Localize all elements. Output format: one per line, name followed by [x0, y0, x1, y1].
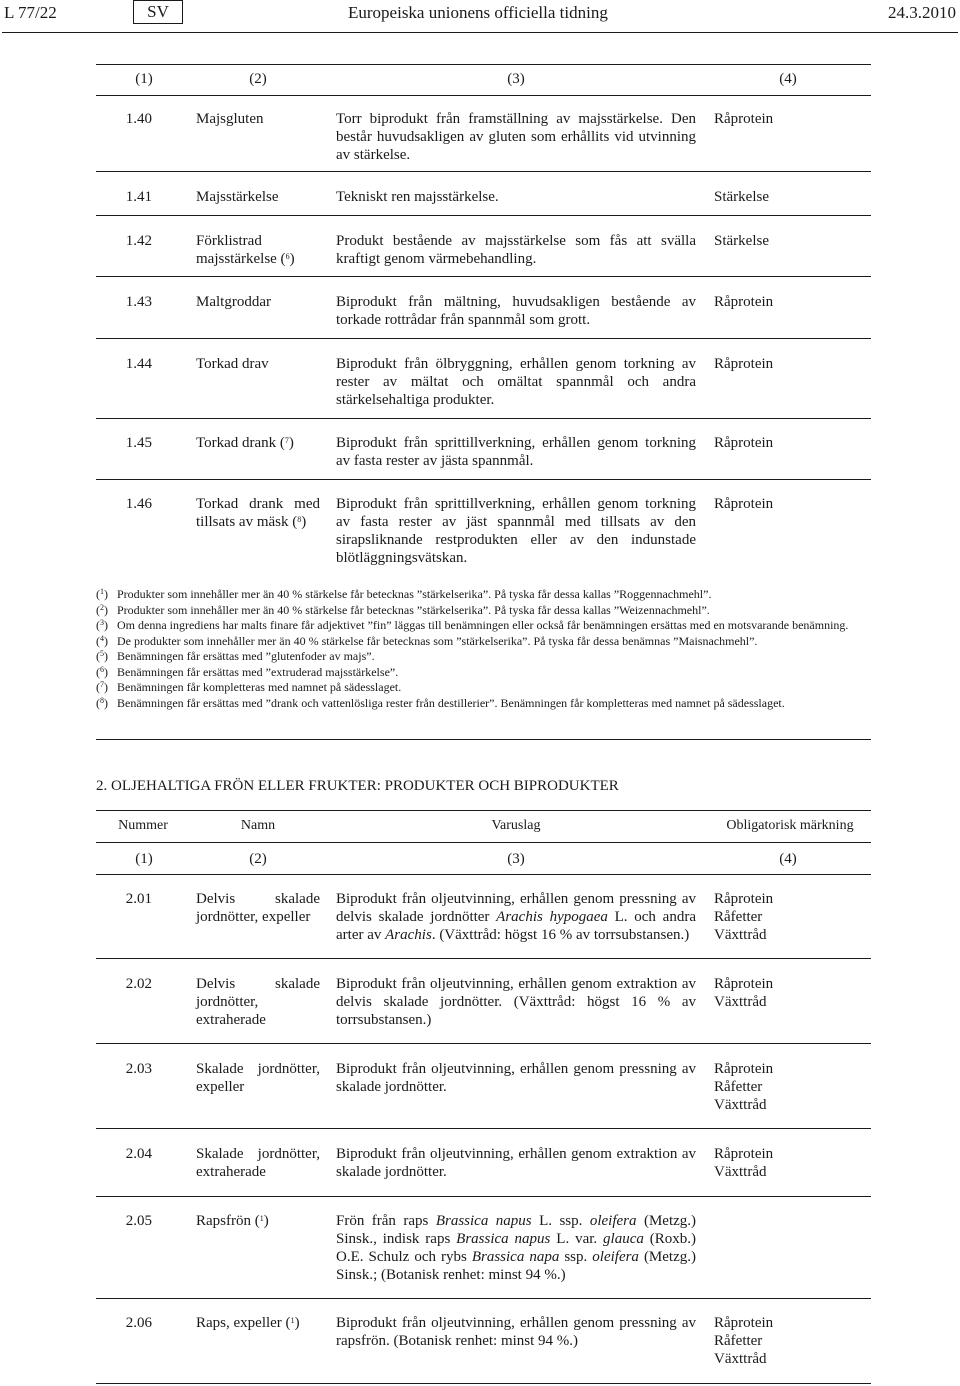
row-name: Torkad drank ($^7$) [196, 435, 294, 451]
row-name: Majsstärkelse [196, 189, 279, 205]
footnote: ($^8$) Benämningen får ersättas med ”drank och vattenlösliga rester från destillerier”. Benämningen får kompletteras med namnet på sädesslaget. [96, 695, 785, 710]
footnote: ($^5$) Benämningen får ersättas med ”glutenfoder av majs”. [96, 649, 375, 663]
row-name: Torkad drav [196, 356, 269, 372]
table1-bottom-rule [96, 739, 871, 740]
t1-col1-number: (1) [135, 71, 153, 87]
label-rafetter: Råfetter [714, 1333, 763, 1349]
label-vaxttrad: Växttråd [714, 1164, 767, 1180]
table2-top-rule [96, 810, 871, 811]
language-badge: SV [133, 0, 183, 24]
row-name: Maltgroddar [196, 294, 271, 310]
footnote: ($^6$) Benämningen får ersättas med ”extruderad majsstärkelse”. [96, 664, 399, 679]
footnote: ($^1$) Produkter som innehåller mer än 40 % stärkelse får betecknas ”stärkelserika”. På tyska får dessa kallas ”Roggennachmehl”. [96, 587, 712, 601]
row-name: Rapsfrön ($^1$) [196, 1213, 269, 1229]
label-raprotein: Råprotein [714, 976, 774, 992]
row-divider [96, 479, 871, 480]
issue-date: 24.3.2010 [888, 3, 956, 22]
row-name: Delvis skalade jordnötter, extraherade [196, 976, 320, 1028]
row-description: Biprodukt från ölbryggning, erhållen genom torkning av rester av mältat och omältat spannmål och andra stärkelsehaltiga produkter. [336, 356, 696, 408]
row-name: Skalade jordnötter, expeller [196, 1061, 320, 1095]
row-name: Skalade jordnötter, extraherade [196, 1146, 320, 1180]
row-description: Biprodukt från oljeutvinning, erhållen genom extraktion av delvis skalade jordnötter. (Växttråd: högst 16 % av torrsubstansen.) [336, 976, 696, 1028]
row-description: Frön från raps Brassica napus L. ssp. oleifera (Metzg.) Sinsk., indisk raps Brassica napus L. var. glauca (Roxb.) O.E. Schulz och rybs Brassica napa ssp. oleifera (Metzg.) Sinsk.; (Botanisk renhet: minst 94 %.) [336, 1213, 697, 1283]
row-description: Biprodukt från sprittillverkning, erhållen genom torkning av fasta rester av jästa spannmål. [336, 435, 696, 469]
row-name: Förklistrad majsstärkelse ($^6$) [196, 233, 295, 267]
t2-col2-number: (2) [249, 851, 267, 867]
row-description: Biprodukt från mältning, huvudsakligen bestående av torkade rottrådar från spannmål som grott. [336, 294, 696, 328]
row-number: 1.40 [125, 111, 152, 127]
row-name: Torkad drank med tillsats av mäsk ($^8$) [196, 496, 320, 530]
t2-header-nummer: Nummer [118, 818, 168, 833]
label-vaxttrad: Växttråd [714, 1351, 767, 1367]
row-divider [96, 171, 871, 172]
row-labels [714, 975, 864, 1011]
label-rafetter: Råfetter [714, 909, 763, 925]
table2-colnum-rule [96, 874, 871, 875]
row-divider [96, 1298, 871, 1299]
row-description: Torr biprodukt från framställning av majsstärkelse. Den består huvudsakligen av gluten som erhållits vid utvinning av stärkelse. [336, 111, 696, 163]
label-vaxttrad: Växttråd [714, 994, 767, 1010]
row-description: Biprodukt från oljeutvinning, erhållen genom pressning av rapsfrön. (Botanisk renhet: minst 94 %.) [336, 1315, 696, 1349]
table2-bottom-rule [96, 1383, 871, 1384]
label-vaxttrad: Växttråd [714, 1097, 767, 1113]
t2-col1-number: (1) [135, 851, 153, 867]
row-name: Raps, expeller ($^1$) [196, 1315, 300, 1331]
row-labels [714, 1314, 864, 1368]
row-description: Biprodukt från sprittillverkning, erhållen genom torkning av fasta rester av jäst spannmål med tillsats av den sirapsliknande restprodukten eller av den indunstade blötläggningsvätskan. [336, 496, 696, 566]
row-number: 1.43 [125, 294, 152, 310]
t2-header-varuslag: Varuslag [491, 818, 541, 833]
page-number: L 77/22 [4, 3, 57, 22]
table1-top-rule [96, 64, 871, 65]
label-rafetter: Råfetter [714, 1079, 763, 1095]
row-number: 2.03 [125, 1061, 152, 1077]
label-raprotein: Råprotein [714, 1146, 774, 1162]
row-number: 2.04 [125, 1146, 152, 1162]
row-label: Råprotein [714, 496, 774, 512]
t1-col2-number: (2) [249, 71, 267, 87]
row-number: 2.06 [125, 1315, 152, 1331]
section-title: 2. OLJEHALTIGA FRÖN ELLER FRUKTER: PRODUKTER OCH BIPRODUKTER [96, 778, 619, 794]
t1-col3-number: (3) [507, 71, 525, 87]
row-labels [714, 1060, 864, 1114]
table1-header-rule [96, 95, 871, 96]
row-description: Biprodukt från oljeutvinning, erhållen genom pressning av skalade jordnötter. [336, 1061, 696, 1095]
row-number: 1.45 [125, 435, 152, 451]
row-description: Tekniskt ren majsstärkelse. [336, 189, 499, 205]
row-divider [96, 1043, 871, 1044]
row-number: 2.01 [125, 891, 152, 907]
row-number: 1.42 [125, 233, 152, 249]
row-name: Majsgluten [196, 111, 264, 127]
t2-header-markning: Obligatorisk märkning [726, 818, 854, 833]
footnote: ($^2$) Produkter som innehåller mer än 40 % stärkelse får betecknas ”stärkelserika”. På tyska får dessa kallas ”Weizennachmehl”. [96, 602, 710, 617]
row-description: Produkt bestående av majsstärkelse som fås att svälla kraftigt genom värmebehandling. [336, 233, 696, 267]
row-divider [96, 338, 871, 339]
footnotes [96, 587, 872, 711]
row-divider [96, 1196, 871, 1197]
t2-col4-number: (4) [779, 851, 797, 867]
row-number: 2.05 [125, 1213, 152, 1229]
label-vaxttrad: Växttråd [714, 927, 767, 943]
row-description: Biprodukt från oljeutvinning, erhållen genom extraktion av skalade jordnötter. [336, 1146, 696, 1180]
table2-header-rule [96, 842, 871, 843]
footnote: ($^7$) Benämningen får kompletteras med namnet på sädesslaget. [96, 680, 402, 694]
row-label: Stärkelse [714, 233, 769, 249]
row-label: Råprotein [714, 294, 774, 310]
row-labels [714, 890, 864, 944]
row-label: Stärkelse [714, 189, 769, 205]
header-divider [2, 32, 958, 33]
label-raprotein: Råprotein [714, 891, 774, 907]
t2-col3-number: (3) [507, 851, 525, 867]
row-number: 1.41 [125, 189, 152, 205]
label-raprotein: Råprotein [714, 1315, 774, 1331]
row-label: Råprotein [714, 435, 774, 451]
t1-col4-number: (4) [779, 71, 797, 87]
page-header [0, 0, 960, 34]
row-number: 1.46 [125, 496, 152, 512]
row-labels [714, 1145, 864, 1181]
t2-header-namn: Namn [240, 818, 276, 833]
row-label: Råprotein [714, 111, 774, 127]
row-label: Råprotein [714, 356, 774, 372]
footnote: ($^3$) Om denna ingrediens har malts finare får adjektivet ”fin” läggas till benämningen eller också får benämningen ersättas med en motsvarande benämning. [96, 618, 849, 632]
row-divider [96, 418, 871, 419]
row-divider [96, 1128, 871, 1129]
row-divider [96, 276, 871, 277]
row-number: 2.02 [125, 976, 152, 992]
label-raprotein: Råprotein [714, 1061, 774, 1077]
row-number: 1.44 [125, 356, 152, 372]
row-description: Biprodukt från oljeutvinning, erhållen genom pressning av delvis skalade jordnötter Arachis hypogaea L. och andra arter av Arachis. (Växttråd: högst 16 % av torrsubstansen.) [336, 891, 696, 943]
row-divider [96, 215, 871, 216]
footnote: ($^4$) De produkter som innehåller mer än 40 % stärkelse får betecknas som ”stärkelserika”. På tyska får dessa benämnas ”Maisnachmehl”. [96, 633, 758, 648]
journal-title: Europeiska unionens officiella tidning [348, 3, 608, 22]
row-divider [96, 958, 871, 959]
row-name: Delvis skalade jordnötter, expeller [196, 891, 320, 925]
